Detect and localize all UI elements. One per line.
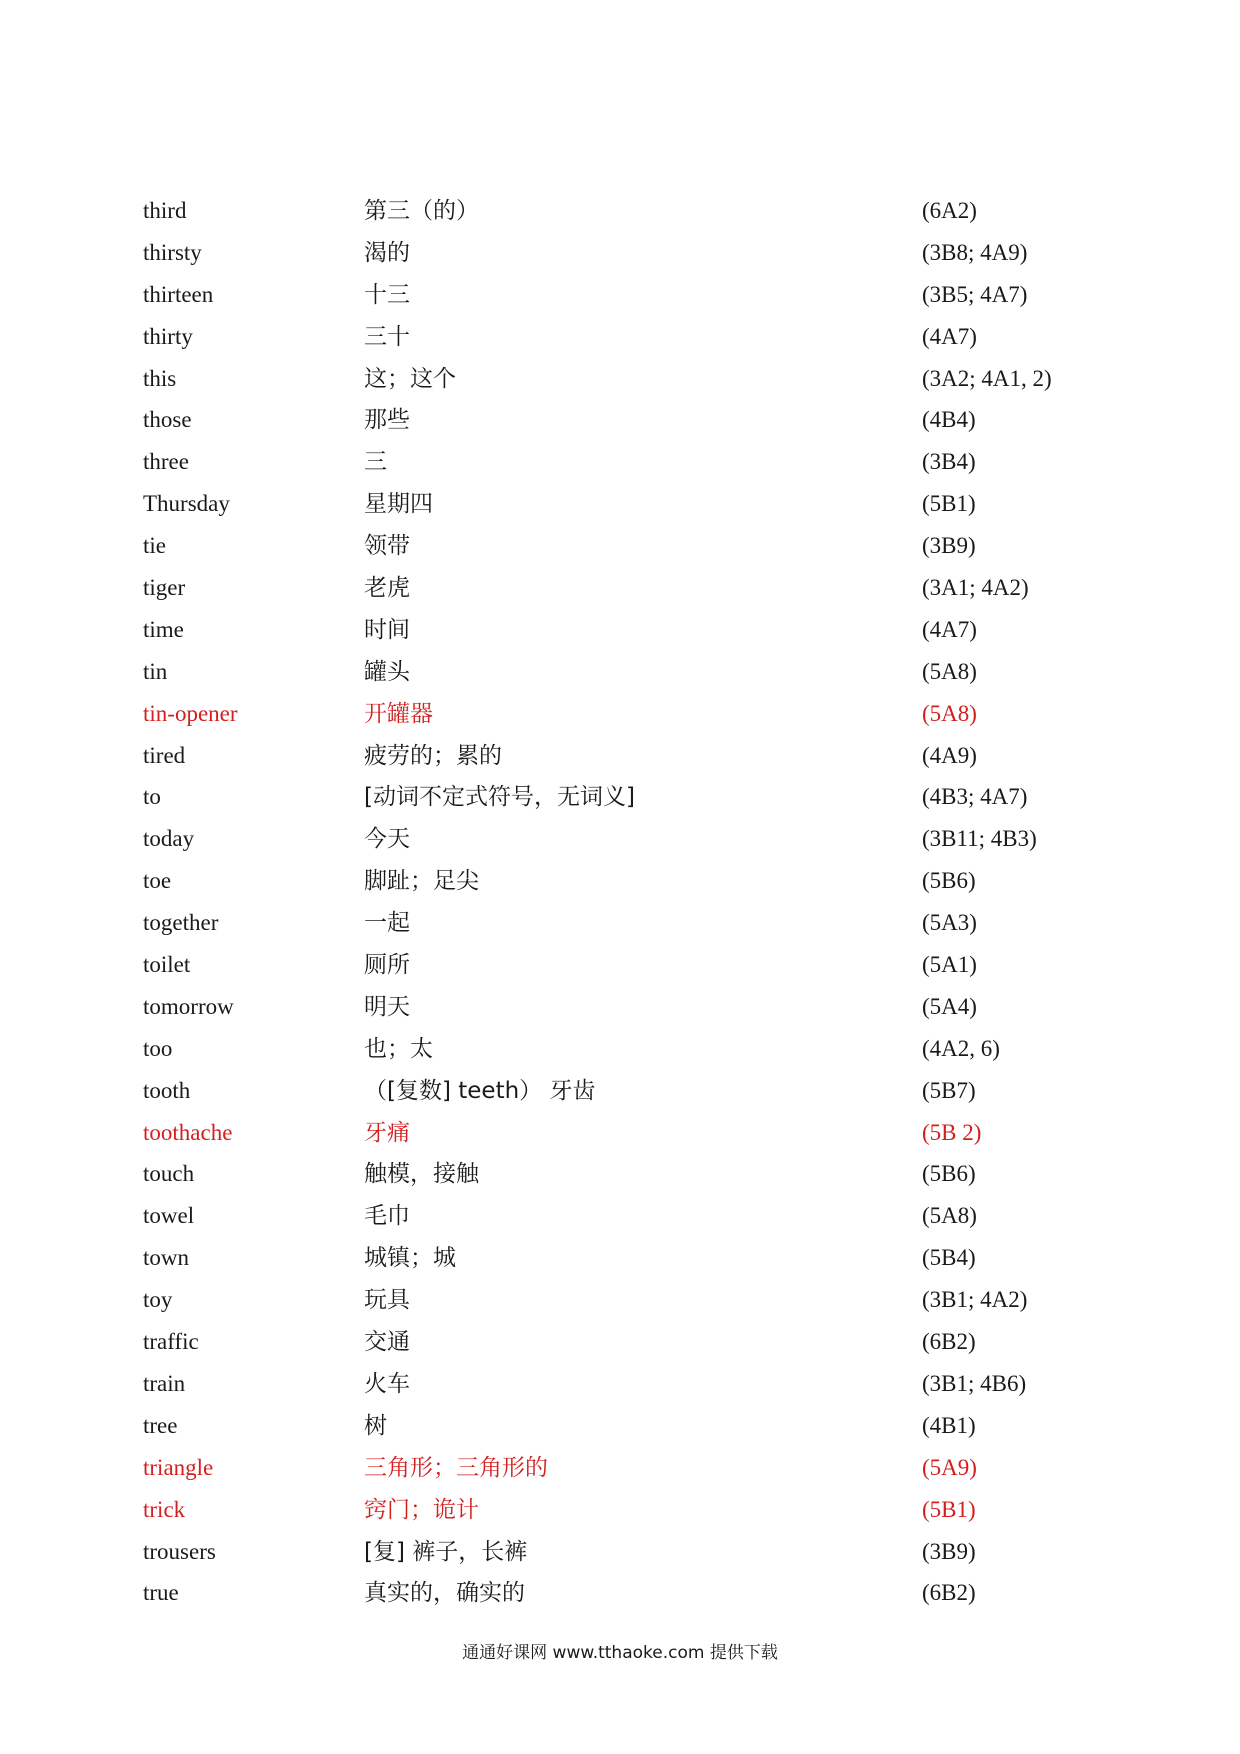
vocab-meaning: 时间 — [364, 616, 410, 643]
vocab-meaning: 三十 — [364, 323, 410, 350]
vocab-word: toe — [143, 868, 172, 894]
vocab-word: too — [143, 1035, 173, 1061]
vocab-unit: (6B2) — [922, 1329, 976, 1355]
vocab-meaning: 毛巾 — [364, 1203, 410, 1230]
vocab-unit: (3B5; 4A7) — [922, 281, 1028, 307]
vocab-row — [0, 1076, 1240, 1118]
vocab-row — [0, 531, 1240, 573]
vocab-meaning: 第三（的） — [364, 198, 479, 224]
vocab-unit: (5B4) — [922, 1245, 976, 1271]
vocab-meaning: （[复数] teeth） 牙齿 — [364, 1077, 596, 1104]
vocab-unit: (5A9) — [922, 1454, 977, 1480]
vocab-unit: (3B8; 4A9) — [922, 239, 1028, 265]
vocab-meaning: 脚趾；足尖 — [364, 868, 479, 895]
vocab-unit: (3B1; 4A2) — [922, 1287, 1028, 1313]
vocab-meaning: 真实的，确实的 — [364, 1580, 525, 1607]
vocab-row — [0, 489, 1240, 531]
vocab-unit: (4B3; 4A7) — [922, 784, 1028, 810]
vocab-meaning: 罐头 — [364, 658, 410, 685]
vocab-word: towel — [143, 1203, 195, 1229]
vocab-meaning: 那些 — [364, 407, 410, 434]
vocab-meaning: 十三 — [364, 281, 410, 308]
vocab-meaning: 渴的 — [364, 239, 410, 266]
vocab-unit: (4A7) — [922, 323, 977, 349]
vocab-unit: (5B1) — [922, 1496, 976, 1522]
vocab-word: thirsty — [143, 239, 202, 265]
vocab-row — [0, 405, 1240, 447]
vocab-row — [0, 1118, 1240, 1160]
vocab-word: touch — [143, 1161, 195, 1187]
vocab-word: thirty — [143, 323, 193, 349]
vocab-word: toothache — [143, 1119, 233, 1145]
vocab-row — [0, 950, 1240, 992]
vocab-row — [0, 615, 1240, 657]
vocab-meaning: 城镇；城 — [364, 1245, 456, 1272]
vocab-unit: (5A1) — [922, 952, 977, 978]
vocab-meaning: 窍门；诡计 — [364, 1496, 479, 1523]
vocab-unit: (5A8) — [922, 1203, 977, 1229]
vocab-word: tired — [143, 742, 186, 768]
vocab-meaning: 交通 — [364, 1329, 410, 1356]
vocab-word: time — [143, 616, 184, 642]
vocab-unit: (5A4) — [922, 993, 977, 1019]
vocab-meaning: 三角形；三角形的 — [364, 1454, 548, 1481]
vocab-word: thirteen — [143, 281, 214, 307]
vocab-row — [0, 1201, 1240, 1243]
vocab-meaning: 明天 — [364, 993, 410, 1020]
vocab-word: toy — [143, 1287, 173, 1313]
vocab-unit: (3B9) — [922, 533, 976, 559]
vocab-word: traffic — [143, 1329, 199, 1355]
vocab-row — [0, 1243, 1240, 1285]
vocab-meaning: 开罐器 — [364, 700, 433, 727]
vocab-word: trick — [143, 1496, 186, 1522]
vocab-row — [0, 196, 1240, 238]
vocab-word: those — [143, 407, 192, 433]
vocab-unit: (3B1; 4B6) — [922, 1370, 1027, 1396]
vocab-unit: (3A2; 4A1, 2) — [922, 365, 1052, 391]
vocab-row — [0, 1495, 1240, 1537]
vocab-unit: (4B4) — [922, 407, 976, 433]
vocab-meaning: 领带 — [364, 533, 410, 560]
vocab-word: three — [143, 449, 189, 475]
vocab-unit: (3B9) — [922, 1538, 976, 1564]
vocab-row — [0, 657, 1240, 699]
vocab-row — [0, 1327, 1240, 1369]
vocab-unit: (4A2, 6) — [922, 1035, 1000, 1061]
vocab-row — [0, 1578, 1240, 1620]
vocab-meaning: 星期四 — [364, 491, 433, 518]
vocab-row — [0, 866, 1240, 908]
vocab-unit: (5B6) — [922, 868, 976, 894]
vocab-unit: (4A7) — [922, 616, 977, 642]
vocab-row — [0, 741, 1240, 783]
vocab-unit: (5B1) — [922, 491, 976, 517]
vocab-word: tiger — [143, 575, 186, 601]
vocabulary-list — [0, 196, 1240, 1620]
vocab-word: tooth — [143, 1077, 191, 1103]
vocab-word: triangle — [143, 1454, 214, 1480]
vocab-meaning: 牙痛 — [364, 1119, 410, 1146]
page-footer: 通通好课网 www.tthaoke.com 提供下载 — [462, 1643, 778, 1663]
vocab-row — [0, 1453, 1240, 1495]
vocab-word: tie — [143, 533, 166, 559]
vocab-unit: (6A2) — [922, 198, 977, 223]
vocab-unit: (6B2) — [922, 1580, 976, 1606]
vocab-unit: (5B6) — [922, 1161, 976, 1187]
vocab-row — [0, 1159, 1240, 1201]
vocab-meaning: 树 — [364, 1412, 387, 1439]
vocab-meaning: 这；这个 — [364, 365, 456, 392]
vocab-row — [0, 1285, 1240, 1327]
vocab-row — [0, 1034, 1240, 1076]
vocab-row — [0, 1369, 1240, 1411]
vocab-word: together — [143, 910, 219, 936]
vocab-row — [0, 1537, 1240, 1579]
vocab-row — [0, 364, 1240, 406]
vocab-row — [0, 238, 1240, 280]
vocab-unit: (3B11; 4B3) — [922, 826, 1037, 852]
vocab-unit: (5B7) — [922, 1077, 976, 1103]
vocab-meaning: [动词不定式符号，无词义] — [364, 784, 635, 811]
vocab-row — [0, 1411, 1240, 1453]
vocab-row — [0, 824, 1240, 866]
vocab-word: toilet — [143, 952, 191, 978]
vocab-unit: (3B4) — [922, 449, 976, 475]
vocab-row — [0, 908, 1240, 950]
vocab-row — [0, 782, 1240, 824]
vocab-unit: (5B 2) — [922, 1119, 982, 1145]
vocab-meaning: 疲劳的；累的 — [364, 742, 502, 769]
vocab-unit: (5A8) — [922, 700, 977, 726]
vocab-row — [0, 322, 1240, 364]
vocab-meaning: 今天 — [364, 826, 410, 853]
vocab-word: town — [143, 1245, 189, 1271]
vocab-unit: (5A8) — [922, 658, 977, 684]
vocab-word: Thursday — [143, 491, 230, 517]
vocab-row — [0, 699, 1240, 741]
vocab-unit: (4B1) — [922, 1412, 976, 1438]
vocab-meaning: 也；太 — [364, 1035, 433, 1062]
vocab-word: this — [143, 365, 177, 391]
vocab-word: train — [143, 1370, 186, 1396]
vocab-word: tin — [143, 658, 168, 684]
vocab-word: true — [143, 1580, 179, 1606]
vocab-unit: (4A9) — [922, 742, 977, 768]
vocab-meaning: 触模，接触 — [364, 1161, 479, 1188]
vocab-meaning: [复] 裤子，长裤 — [364, 1538, 528, 1565]
vocab-meaning: 三 — [364, 449, 387, 476]
vocab-meaning: 一起 — [364, 910, 410, 937]
vocab-word: to — [143, 784, 161, 810]
vocab-meaning: 玩具 — [364, 1287, 410, 1314]
vocab-unit: (5A3) — [922, 910, 977, 936]
vocab-row — [0, 573, 1240, 615]
vocab-row — [0, 447, 1240, 489]
vocab-meaning: 老虎 — [364, 575, 410, 602]
vocab-row — [0, 280, 1240, 322]
vocab-word: third — [143, 198, 187, 223]
vocab-row — [0, 992, 1240, 1034]
vocab-word: trousers — [143, 1538, 216, 1564]
vocab-unit: (3A1; 4A2) — [922, 575, 1029, 601]
vocab-word: tomorrow — [143, 993, 234, 1019]
vocab-word: tin-opener — [143, 700, 238, 726]
vocab-word: today — [143, 826, 195, 852]
vocab-meaning: 厕所 — [364, 952, 410, 979]
vocab-word: tree — [143, 1412, 178, 1438]
vocab-meaning: 火车 — [364, 1370, 410, 1397]
